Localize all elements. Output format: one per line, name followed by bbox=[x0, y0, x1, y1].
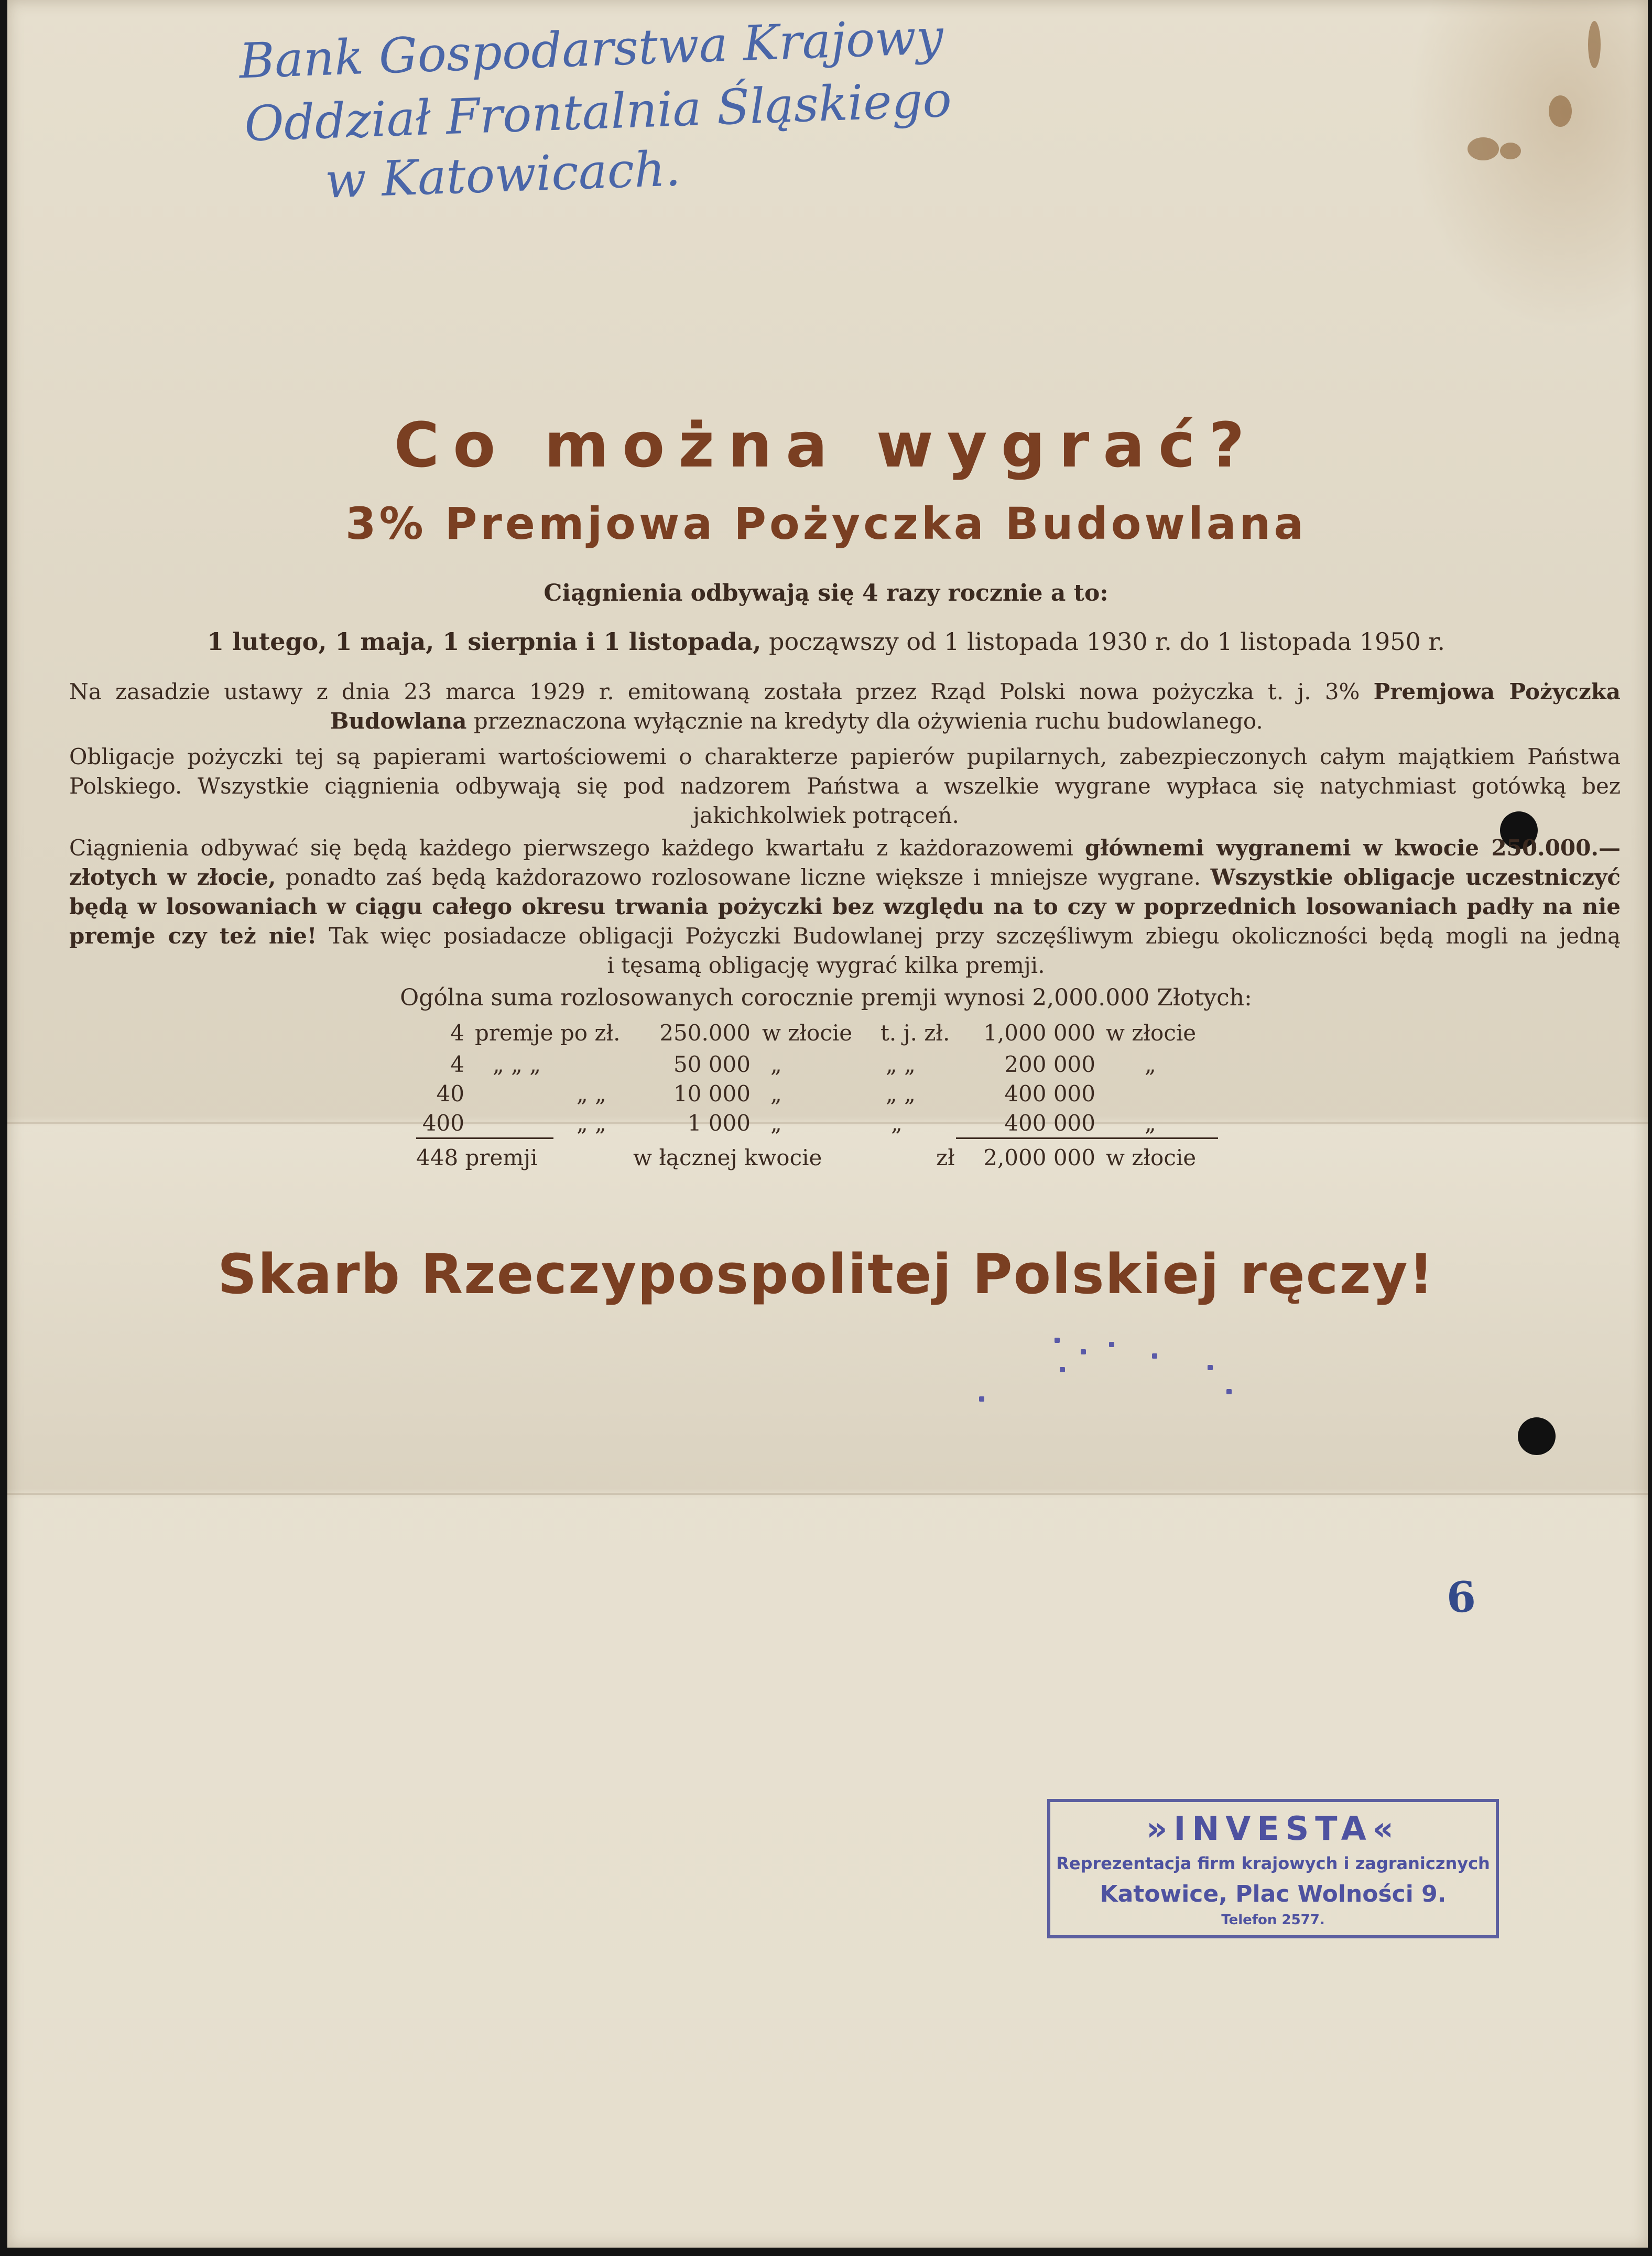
paragraph-line bbox=[69, 677, 1621, 707]
paragraph-bold-text: Wszystkie obligacje uczestniczyć bbox=[1210, 864, 1621, 890]
draws-dates bbox=[0, 627, 1652, 656]
ink-speck bbox=[1208, 1365, 1213, 1370]
paragraph-bold-text: Premjowa Pożyczka bbox=[1373, 679, 1621, 704]
draws-dates-bold: 1 lutego, 1 maja, 1 sierpnia i 1 listopada, bbox=[207, 627, 762, 656]
table-sum-rule bbox=[416, 1137, 553, 1139]
ink-speck bbox=[1109, 1342, 1114, 1347]
guarantee-slogan: Skarb Rzeczypospolitej Polskiej ręczy! bbox=[217, 1242, 1435, 1306]
paragraph-line: jakichkolwiek potrąceń. bbox=[693, 802, 959, 828]
prize-count: 400 bbox=[422, 1110, 464, 1136]
prize-amount: 10 000 bbox=[673, 1081, 751, 1107]
paper-fold bbox=[7, 1493, 1648, 1495]
prize-equals: t. j. zł. bbox=[881, 1020, 950, 1046]
stamp-description: Reprezentacja firm krajowych i zagranicznych bbox=[1056, 1853, 1490, 1873]
prize-label: „ „ bbox=[577, 1081, 606, 1107]
paragraph-line: i tęsamą obligację wygrać kilka premji. bbox=[607, 952, 1045, 978]
prize-total-currency: zł bbox=[936, 1145, 955, 1170]
stain bbox=[1549, 95, 1572, 127]
prize-count: 40 bbox=[436, 1081, 464, 1107]
stamp-phone: Telefon 2577. bbox=[1221, 1912, 1325, 1928]
paragraph-line: Polskiego. Wszystkie ciągnienia odbywają się pod nadzorem Państwa a wszelkie wygrane wypłaca się natychmiast gotówką bez bbox=[69, 773, 1621, 799]
prize-total-note: „ bbox=[1145, 1110, 1156, 1136]
prize-total: 1,000 000 bbox=[983, 1020, 1095, 1046]
paragraph-bold-text: głównemi wygranemi w kwocie 250.000.— bbox=[1084, 835, 1621, 861]
subheadline: 3% Premjowa Pożyczka Budowlana bbox=[345, 498, 1307, 549]
paragraph-text: ponadto zaś będą każdorazowo rozlosowane liczne większe i mniejsze wygrane. bbox=[285, 864, 1201, 890]
ink-speck bbox=[1060, 1367, 1065, 1372]
paragraph-bold-text: Budowlana bbox=[330, 708, 467, 734]
prize-currency-note: „ bbox=[770, 1110, 782, 1136]
page-number-mark: 6 bbox=[1446, 1572, 1477, 1622]
prize-total: 400 000 bbox=[1004, 1081, 1095, 1107]
paragraph-text: Na zasadzie ustawy z dnia 23 marca 1929 r. emitowaną została przez Rząd Polski nowa pożyczka t. j. 3% bbox=[69, 679, 1360, 704]
prize-label: premje po zł. bbox=[475, 1020, 621, 1046]
prize-amount: 250.000 bbox=[659, 1020, 751, 1046]
paragraph-bold-text: złotych w złocie, bbox=[69, 864, 276, 890]
paragraph-line bbox=[330, 707, 1263, 736]
stain bbox=[1468, 137, 1499, 160]
ink-speck bbox=[979, 1396, 984, 1402]
prize-total-note: w złocie bbox=[1106, 1020, 1197, 1046]
stamp-address: Katowice, Plac Wolności 9. bbox=[1100, 1881, 1447, 1907]
paragraph-text: Ciągnienia odbywać się będą każdego pierwszego każdego kwartału z każdorazowemi bbox=[69, 835, 1073, 861]
paragraph-line bbox=[69, 833, 1621, 863]
prize-total: 200 000 bbox=[1004, 1051, 1095, 1077]
prize-grand-total-note: w złocie bbox=[1106, 1145, 1197, 1170]
stain bbox=[1588, 21, 1601, 68]
ink-speck bbox=[1055, 1338, 1060, 1343]
investa-stamp bbox=[1047, 1799, 1499, 1938]
prize-currency-note: w złocie bbox=[762, 1020, 853, 1046]
ink-speck bbox=[1081, 1349, 1086, 1354]
handwritten-address-line: w Katowicach. bbox=[324, 140, 682, 209]
headline: Co można wygrać? bbox=[394, 409, 1258, 481]
draws-intro: Ciągnienia odbywają się 4 razy rocznie a to: bbox=[544, 580, 1108, 606]
punch-hole bbox=[1518, 1417, 1556, 1455]
paragraph-text: przeznaczona wyłącznie na kredyty dla ożywienia ruchu budowlanego. bbox=[473, 708, 1263, 734]
handwritten-address-line: Bank Gospodarstwa Krajowy bbox=[238, 8, 944, 90]
prize-amount: 1 000 bbox=[687, 1110, 751, 1136]
prize-count: 4 bbox=[450, 1051, 464, 1077]
prize-total-count: 448 premji bbox=[416, 1145, 538, 1170]
stamp-company-name: »INVESTA« bbox=[1146, 1809, 1400, 1848]
paragraph-text: Tak więc posiadacze obligacji Pożyczki Budowlanej przy szczęśliwym zbiegu okoliczności będą mogli na jedną bbox=[329, 923, 1621, 949]
paragraph-line bbox=[69, 863, 1621, 892]
ink-speck bbox=[1152, 1353, 1157, 1359]
prize-count: 4 bbox=[450, 1020, 464, 1046]
prize-equals: „ „ bbox=[886, 1051, 916, 1077]
paragraph-line bbox=[69, 921, 1621, 951]
paragraph-line: będą w losowaniach w ciągu całego okresu trwania pożyczki bez względu na to czy w poprzednich losowaniach padły na nie bbox=[69, 894, 1621, 919]
ink-speck bbox=[1226, 1389, 1232, 1394]
prize-grand-total: 2,000 000 bbox=[983, 1145, 1095, 1170]
paper-fold bbox=[7, 1122, 1648, 1124]
prize-label: „ „ bbox=[577, 1110, 606, 1136]
prize-equals: „ „ bbox=[886, 1081, 916, 1107]
prize-summary: Ogólna suma rozlosowanych corocznie premji wynosi 2,000.000 Złotych: bbox=[400, 984, 1252, 1011]
draws-dates-rest: począwszy od 1 listopada 1930 r. do 1 listopada 1950 r. bbox=[769, 627, 1445, 656]
paragraph-bold-text: premje czy też nie! bbox=[69, 923, 317, 949]
prize-total-note: „ bbox=[1145, 1051, 1156, 1077]
prize-total-label: w łącznej kwocie bbox=[633, 1145, 822, 1170]
paragraph-line: Obligacje pożyczki tej są papierami wartościowemi o charakterze papierów pupilarnych, zabezpieczonych całym majątkiem Państwa bbox=[69, 744, 1621, 769]
stain bbox=[1500, 143, 1521, 159]
prize-currency-note: „ bbox=[770, 1051, 782, 1077]
prize-currency-note: „ bbox=[770, 1081, 782, 1107]
prize-label: „ „ „ bbox=[493, 1051, 541, 1077]
prize-amount: 50 000 bbox=[673, 1051, 751, 1077]
prize-total: 400 000 bbox=[1004, 1110, 1095, 1136]
handwritten-address-line: Oddział Frontalnia Śląskiego bbox=[243, 71, 953, 153]
prize-equals: „ bbox=[891, 1110, 903, 1136]
table-sum-rule bbox=[956, 1137, 1218, 1139]
